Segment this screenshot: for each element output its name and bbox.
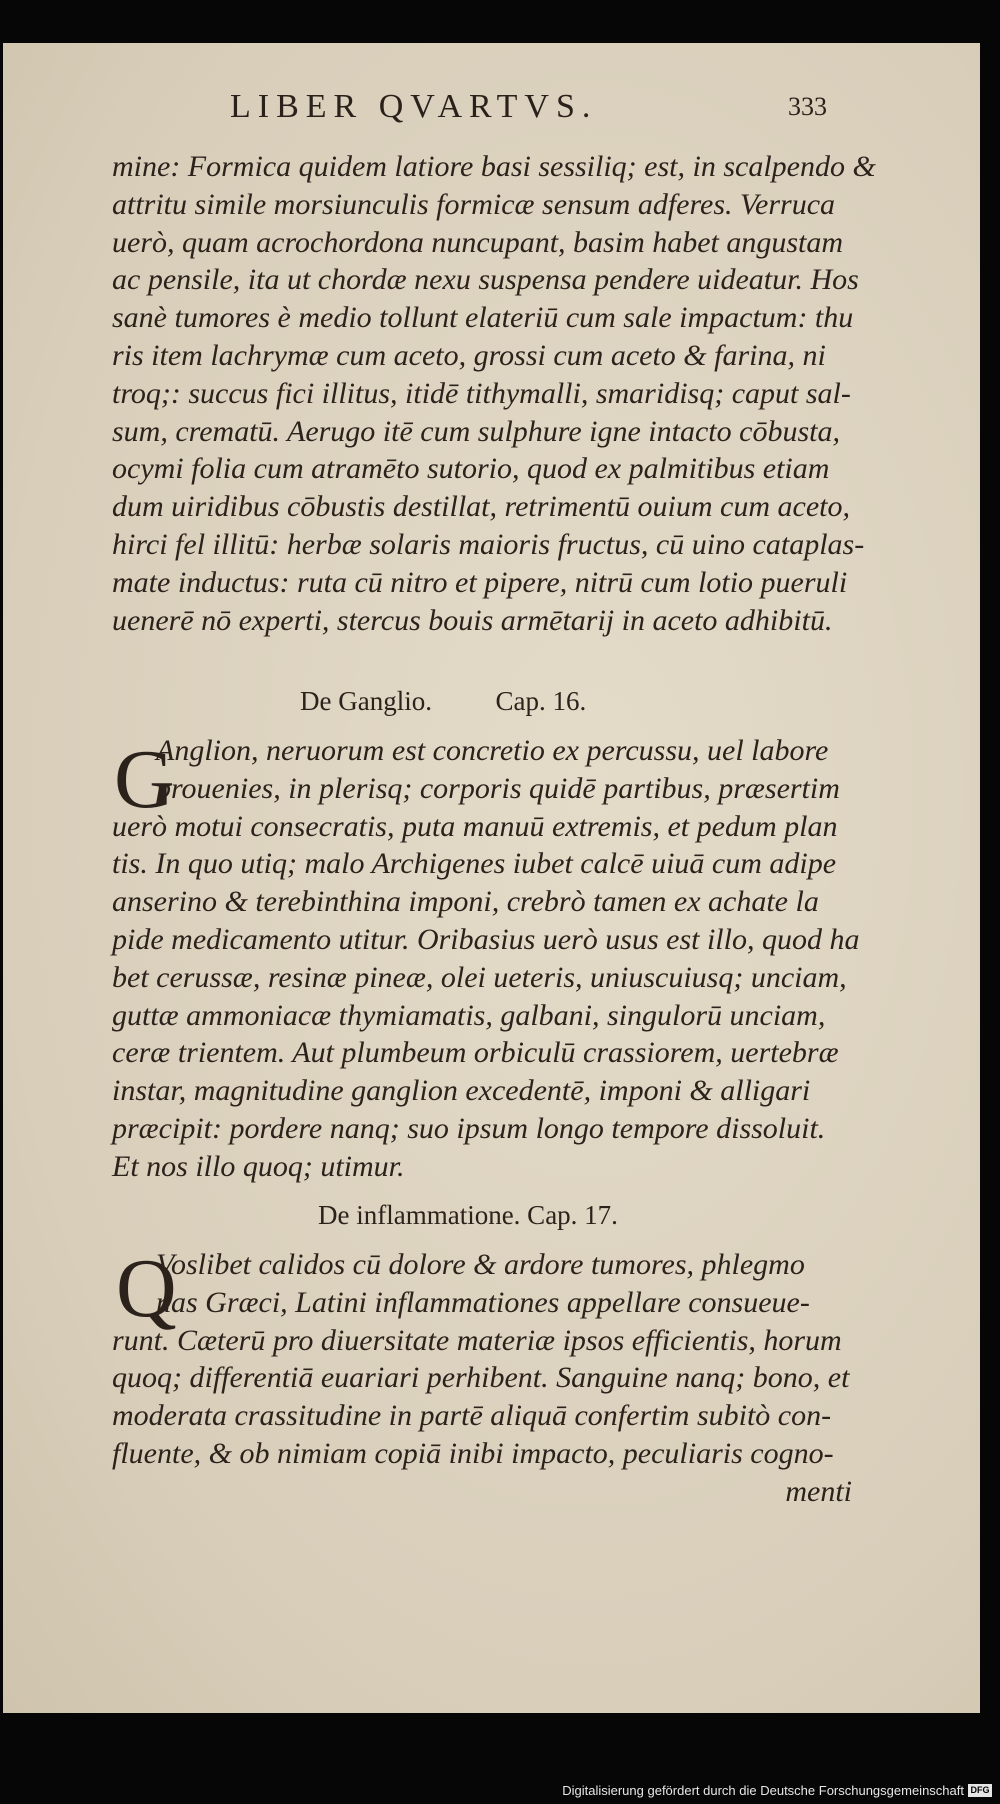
text-line: guttæ ammoniacæ thymiamatis, galbani, singulorū unciam, xyxy=(112,998,826,1032)
dfg-logo-icon: DFG xyxy=(968,1784,992,1797)
text-line: ac pensile, ita ut chordæ nexu suspensa pendere uideatur. Hos xyxy=(112,263,859,297)
chapter-title: De Ganglio. xyxy=(300,686,432,716)
text-line: Et nos illo quoq; utimur. xyxy=(112,1149,405,1183)
text-line: ocymi folia cum atramēto sutorio, quod ex palmitibus etiam xyxy=(112,452,830,486)
running-title: LIBER QVARTVS. xyxy=(230,88,598,125)
text-line: quoq; differentiā euariari perhibent. Sanguine nanq; bono, et xyxy=(112,1361,850,1395)
text-line: instar, magnitudine ganglion excedentē, imponi & alligari xyxy=(112,1074,811,1108)
text-line: Voslibet calidos cū dolore & ardore tumores, phlegmo xyxy=(156,1248,805,1281)
text-line: hirci fel illitū: herbæ solaris maioris fructus, cū uino cataplas- xyxy=(112,527,865,561)
text-line: sanè tumores è medio tollunt elateriū cum sale impactum: thu xyxy=(112,301,854,335)
text-line: nas Græci, Latini inflammationes appellare consueue- xyxy=(156,1285,810,1319)
text-line: runt. Cæterū pro diuersitate materiæ ipsos efficientis, horum xyxy=(112,1323,842,1357)
text-line: prouenies, in plerisq; corporis quidē partibus, præsertim xyxy=(156,771,840,805)
text-line: Anglion, neruorum est concretio ex percussu, uel labore xyxy=(156,734,829,767)
text-line: mate inductus: ruta cū nitro et pipere, nitrū cum lotio pueruli xyxy=(112,565,848,599)
text-line: attritu simile morsiunculis formicæ sensum adferes. Verruca xyxy=(112,187,836,221)
text-line: troq;: succus fici illitus, itidē tithymalli, smaridisq; caput sal- xyxy=(112,376,851,410)
chapter-heading-inflammatione: De inflammatione. Cap. 17. xyxy=(318,1200,618,1230)
text-line: anserino & terebinthina imponi, crebrò tamen ex achate la xyxy=(112,885,819,919)
text-line: moderata crassitudine in partē aliquā confertim subitò con- xyxy=(112,1399,832,1433)
section-inflammatione-text xyxy=(112,1242,852,1511)
page-number: 333 xyxy=(788,92,827,121)
text-line: fluente, & ob nimiam copiā inibi impacto, peculiaris cogno- xyxy=(112,1436,834,1470)
text-line: pide medicamento utitur. Oribasius uerò usus est illo, quod ha xyxy=(112,922,860,956)
text-line: ceræ trientem. Aut plumbeum orbiculū crassiorem, uertebræ xyxy=(112,1036,839,1070)
text-line: ris item lachrymæ cum aceto, grossi cum aceto & farina, ni xyxy=(112,338,826,372)
drop-cap: G xyxy=(114,733,175,826)
drop-cap: Q xyxy=(116,1242,177,1335)
text-line: uerò, quam acrochordona nuncupant, basim habet angustam xyxy=(112,225,844,259)
text-line: mine: Formica quidem latiore basi sessiliq; est, in scalpendo & xyxy=(112,150,876,183)
section-ganglio-text xyxy=(112,732,860,1186)
credit-text: Digitalisierung gefördert durch die Deutsche Forschungsgemeinschaft xyxy=(562,1783,964,1798)
text-line: præcipit: pordere nanq; suo ipsum longo tempore dissoluit. xyxy=(112,1111,826,1145)
text-line: uenerē nō experti, stercus bouis armētarij in aceto adhibitū. xyxy=(112,603,833,637)
text-line: uerò motui consecratis, puta manuū extremis, et pedum plan xyxy=(112,809,838,843)
section-verruca-text xyxy=(112,148,876,639)
digitization-credit xyxy=(562,1783,992,1798)
text-line: bet cerussæ, resinæ pineæ, olei ueteris, uniuscuiusq; unciam, xyxy=(112,960,847,994)
text-line: dum uiridibus cōbustis destillat, retrimentū ouium cum aceto, xyxy=(112,490,851,524)
text-line: sum, crematū. Aerugo itē cum sulphure igne intacto cōbusta, xyxy=(112,414,840,448)
text-line: tis. In quo utiq; malo Archigenes iubet calcē uiuā cum adipe xyxy=(112,847,837,881)
catchword: menti xyxy=(785,1474,852,1508)
chapter-heading-ganglio xyxy=(300,686,586,717)
chapter-number: Cap. 16. xyxy=(495,686,587,716)
